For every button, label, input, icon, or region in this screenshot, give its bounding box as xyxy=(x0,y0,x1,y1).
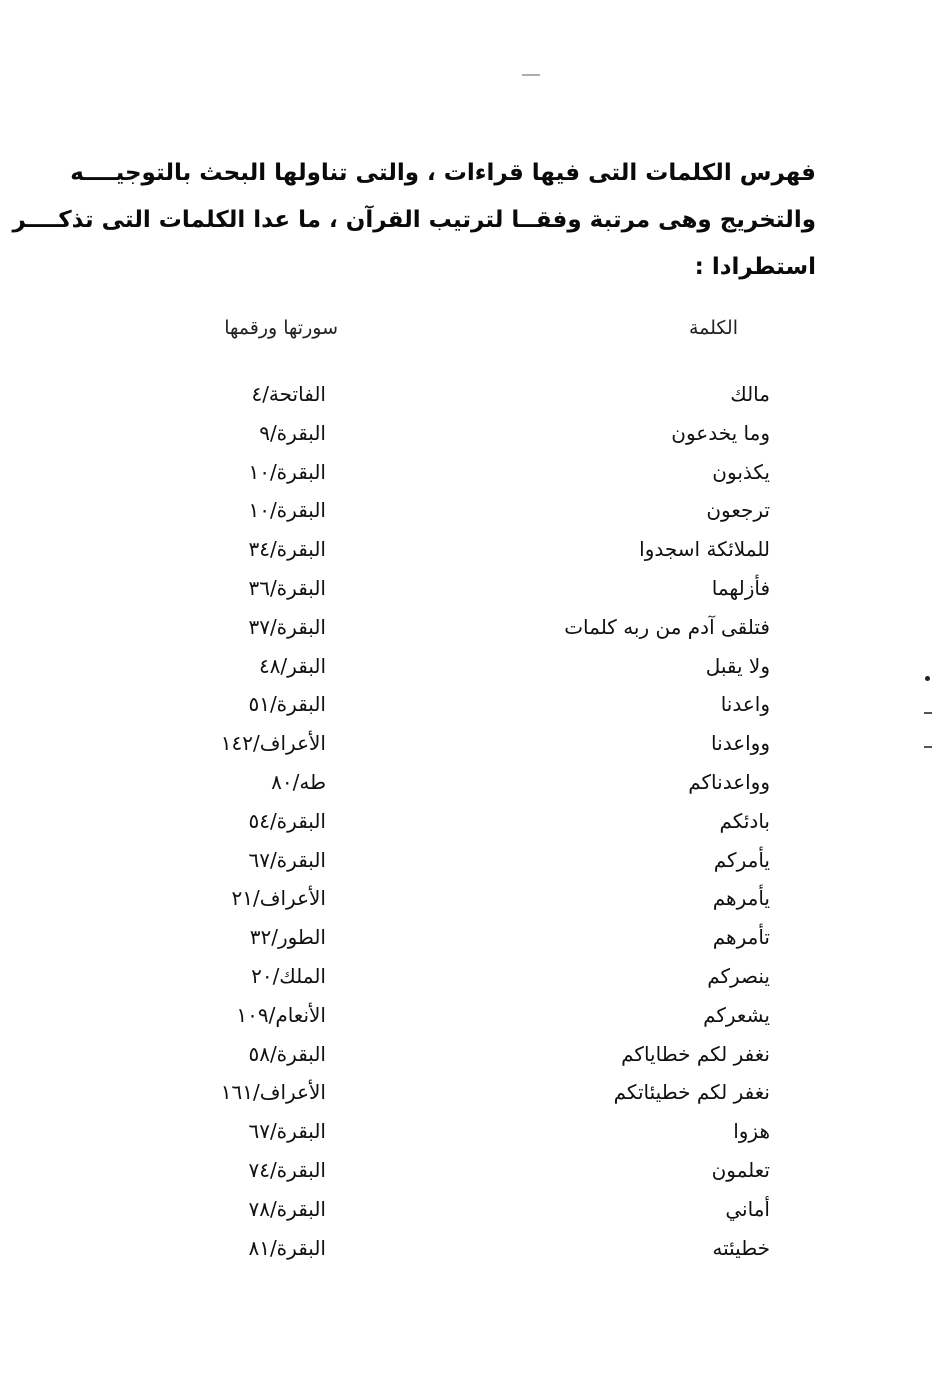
index-row xyxy=(0,919,936,958)
index-word: مالك xyxy=(730,382,770,406)
index-word: فتلقى آدم من ربه كلمات xyxy=(564,614,770,639)
index-row xyxy=(0,1074,936,1113)
index-row xyxy=(0,1152,936,1191)
index-word: فأزلهما xyxy=(711,575,770,600)
index-row xyxy=(0,880,936,919)
index-reference: الملك/٢٠ xyxy=(251,963,326,988)
index-row xyxy=(0,764,936,803)
index-word: ينصركم xyxy=(707,963,770,988)
index-heading xyxy=(12,150,816,291)
index-row xyxy=(0,1113,936,1152)
index-row xyxy=(0,570,936,609)
index-reference: البقرة/٧٨ xyxy=(248,1196,326,1221)
reference-column-header: سورتها ورقمها xyxy=(224,317,338,339)
index-word: وواعدنا xyxy=(711,731,770,756)
index-row xyxy=(0,1036,936,1075)
margin-dot xyxy=(925,676,930,681)
index-word: بادئكم xyxy=(719,808,770,833)
word-column-header: الكلمة xyxy=(688,317,738,339)
index-word: نغفر لكم خطيئاتكم xyxy=(613,1080,770,1105)
index-reference: الأعراف/١٤٢ xyxy=(220,731,326,756)
index-row xyxy=(0,997,936,1036)
index-row xyxy=(0,1230,936,1269)
index-word: يأمرهم xyxy=(712,886,770,911)
index-row xyxy=(0,842,936,881)
index-reference: البقرة/٣٤ xyxy=(248,537,326,562)
index-word: خطيئته xyxy=(712,1235,770,1260)
heading-line-1: فهرس الكلمات التى فيها قراءات ، والتى تناولها البحث بالتوجيــــه xyxy=(70,160,816,186)
index-reference: البقرة/٦٧ xyxy=(248,847,326,872)
index-reference: البقرة/١٠ xyxy=(248,498,326,523)
index-reference: الفاتحة/٤ xyxy=(251,382,326,406)
index-row xyxy=(0,686,936,725)
index-reference: الأنعام/١٠٩ xyxy=(236,1002,326,1027)
index-word: وما يخدعون xyxy=(671,420,770,445)
index-row xyxy=(0,492,936,531)
index-reference: البقرة/٣٧ xyxy=(248,614,326,639)
index-reference: طه/٨٠ xyxy=(271,769,326,794)
index-word: واعدنا xyxy=(720,692,770,717)
index-row xyxy=(0,454,936,493)
index-word: وواعدناكم xyxy=(688,769,770,794)
index-word: نغفر لكم خطاياكم xyxy=(621,1041,770,1066)
index-word: أماني xyxy=(725,1196,770,1221)
index-reference: الأعراف/١٦١ xyxy=(220,1080,326,1105)
index-reference: البقر/٤٨ xyxy=(258,653,326,678)
index-row xyxy=(0,376,936,415)
index-reference: البقرة/٣٦ xyxy=(248,575,326,600)
index-reference: البقرة/١٠ xyxy=(248,459,326,484)
index-reference: البقرة/٦٧ xyxy=(248,1119,326,1144)
index-word: ولا يقبل xyxy=(705,653,770,678)
index-row xyxy=(0,1191,936,1230)
index-reference: البقرة/٥١ xyxy=(248,692,326,717)
index-reference: البقرة/٨١ xyxy=(248,1235,326,1260)
heading-line-3: استطرادا : xyxy=(694,254,816,280)
index-row xyxy=(0,609,936,648)
index-reference: البقرة/٥٤ xyxy=(248,808,326,833)
index-row xyxy=(0,648,936,687)
index-row xyxy=(0,531,936,570)
index-row xyxy=(0,803,936,842)
index-row xyxy=(0,958,936,997)
index-word: هزوا xyxy=(733,1119,770,1144)
index-word: يأمركم xyxy=(713,847,770,872)
index-word: يشعركم xyxy=(703,1002,770,1027)
heading-line-2: والتخريج وهى مرتبة وفقــا لترتيب القرآن ، ما عدا الكلمات التى تذكــــر xyxy=(12,207,816,233)
index-row xyxy=(0,725,936,764)
index-word: تعلمون xyxy=(711,1157,770,1182)
index-rows xyxy=(0,376,936,1268)
index-reference: البقرة/٧٤ xyxy=(248,1157,326,1182)
index-reference: البقرة/٩ xyxy=(259,420,326,445)
index-reference: الطور/٣٢ xyxy=(249,925,326,950)
index-reference: البقرة/٥٨ xyxy=(248,1041,326,1066)
index-row xyxy=(0,415,936,454)
index-word: للملائكة اسجدوا xyxy=(639,537,770,562)
margin-dash xyxy=(924,746,932,748)
index-reference: الأعراف/٢١ xyxy=(231,886,326,911)
index-word: يكذبون xyxy=(712,459,770,484)
page-top-mark xyxy=(522,74,540,76)
index-word: ترجعون xyxy=(706,498,770,523)
margin-dash xyxy=(924,712,932,714)
index-word: تأمرهم xyxy=(712,925,770,950)
